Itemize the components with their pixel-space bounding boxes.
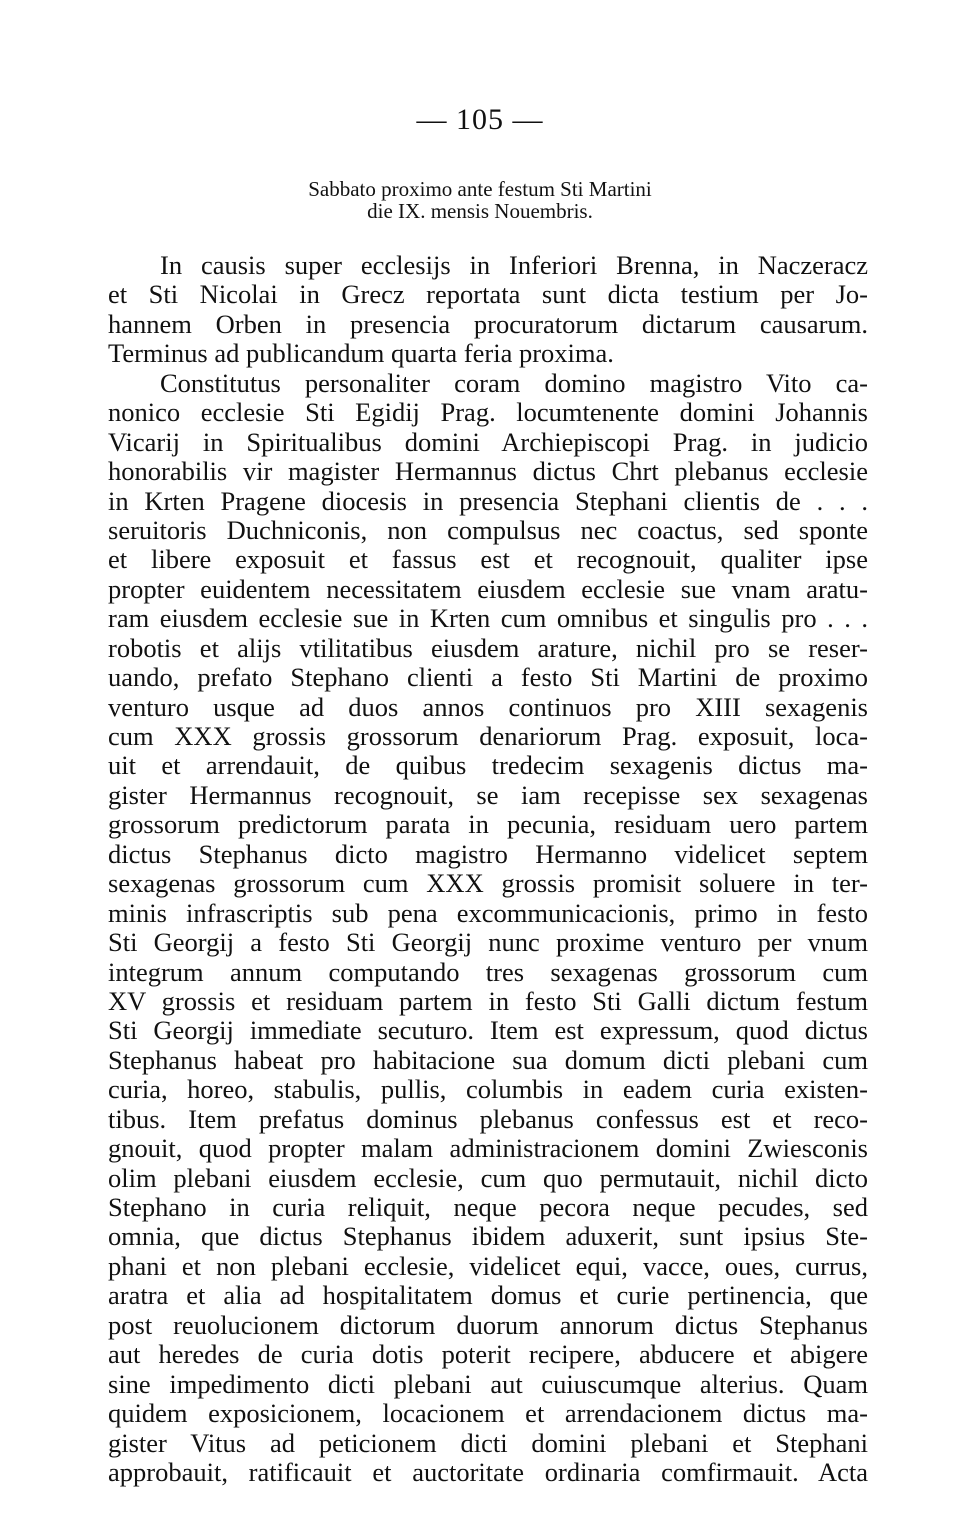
text-line: grossorum predictorum parata in pecunia, residuam uero partem	[108, 809, 868, 840]
text-line: aratra et alia ad hospitalitatem domus et curie pertinencia, que	[108, 1280, 868, 1311]
text-line: Vicarij in Spiritualibus domini Archiepiscopi Prag. in judicio	[108, 426, 868, 457]
entry-heading	[0, 178, 960, 222]
text-line: ram eiusdem ecclesie sue in Krten cum omnibus et singulis pro . . .	[108, 603, 868, 634]
text-line: cum XXX grossis grossorum denariorum Prag. exposuit, loca-	[108, 721, 868, 751]
text-line: et Sti Nicolai in Grecz reportata sunt dicta testium per Jo-	[108, 279, 868, 310]
text-line: seruitoris Duchniconis, non compulsus nec coactus, sed sponte	[108, 514, 868, 545]
text-line: tibus. Item prefatus dominus plebanus confessus est et reco-	[108, 1103, 868, 1134]
text-line: gnouit, quod propter malam administracionem domini Zwiesconis	[108, 1133, 868, 1164]
text-line: uando, prefato Stephano clienti a festo Sti Martini de proximo	[108, 662, 868, 693]
text-line: omnia, que dictus Stephanus ibidem aduxerit, sunt ipsius Ste-	[108, 1221, 868, 1252]
text-line: sine impedimento dicti plebani aut cuiuscumque alterius. Quam	[108, 1368, 868, 1399]
text-line: quidem exposicionem, locacionem et arrendacionem dictus ma-	[108, 1398, 868, 1429]
text-line: gister Hermannus recognouit, se iam recepisse sex sexagenas	[108, 779, 868, 810]
text-line: Stephano in curia reliquit, neque pecora neque pecudes, sed	[108, 1192, 868, 1222]
text-line: approbauit, ratificauit et auctoritate ordinaria comfirmauit. Acta	[108, 1456, 868, 1487]
text-line: propter euidentem necessitatem eiusdem ecclesie sue vnam aratu-	[108, 573, 868, 604]
text-line: Constitutus personaliter coram domino magistro Vito ca-	[160, 367, 868, 398]
text-line: hannem Orben in presencia procuratorum dictarum causarum.	[108, 308, 868, 339]
text-line: uit et arrendauit, de quibus tredecim sexagenis dictus ma-	[108, 750, 868, 781]
text-line: post reuolucionem dictorum duorum annorum dictus Stephanus	[108, 1309, 868, 1340]
text-line: gister Vitus ad peticionem dicti domini plebani et Stephani	[108, 1427, 868, 1458]
text-line: robotis et alijs vtilitatibus eiusdem arature, nichil pro se reser-	[108, 632, 868, 663]
text-line: integrum annum computando tres sexagenas grossorum cum	[108, 956, 868, 987]
page-number: — 105 —	[416, 103, 544, 136]
text-line: nonico ecclesie Sti Egidij Prag. locumtenente domini Johannis	[108, 397, 868, 428]
text-line: phani et non plebani ecclesie, videlicet equi, vacce, oues, currus,	[108, 1250, 868, 1281]
body-text	[108, 251, 868, 1487]
text-line: Sti Georgij immediate secuturo. Item est expressum, quod dictus	[108, 1015, 868, 1046]
text-line: Terminus ad publicandum quarta feria proxima.	[108, 338, 614, 369]
text-line: olim plebani eiusdem ecclesie, cum quo permutauit, nichil dicto	[108, 1162, 868, 1193]
text-line: in Krten Pragene diocesis in presencia Stephani clientis de . . .	[108, 485, 868, 516]
heading-line: die IX. mensis Nouembris.	[367, 199, 593, 223]
text-line: aut heredes de curia dotis poterit recipere, abducere et abigere	[108, 1339, 868, 1370]
text-line: XV grossis et residuam partem in festo Sti Galli dictum festum	[108, 985, 868, 1016]
text-line: Stephanus habeat pro habitacione sua domum dicti plebani cum	[108, 1044, 868, 1075]
heading-line: Sabbato proximo ante festum Sti Martini	[308, 177, 652, 201]
text-line: Sti Georgij a festo Sti Georgij nunc proxime venturo per vnum	[108, 927, 868, 958]
text-line: et libere exposuit et fassus est et recognouit, qualiter ipse	[108, 544, 868, 575]
text-line: honorabilis vir magister Hermannus dictus Chrt plebanus ecclesie	[108, 456, 868, 487]
text-line: venturo usque ad duos annos continuos pro XIII sexagenis	[108, 691, 868, 722]
text-line: curia, horeo, stabulis, pullis, columbis in eadem curia existen-	[108, 1074, 868, 1105]
text-line: In causis super ecclesijs in Inferiori Brenna, in Naczeracz	[160, 250, 868, 280]
text-line: dictus Stephanus dicto magistro Hermanno videlicet septem	[108, 838, 868, 869]
text-line: minis infrascriptis sub pena excommunicacionis, primo in festo	[108, 897, 868, 928]
text-line: sexagenas grossorum cum XXX grossis promisit soluere in ter-	[108, 868, 868, 899]
